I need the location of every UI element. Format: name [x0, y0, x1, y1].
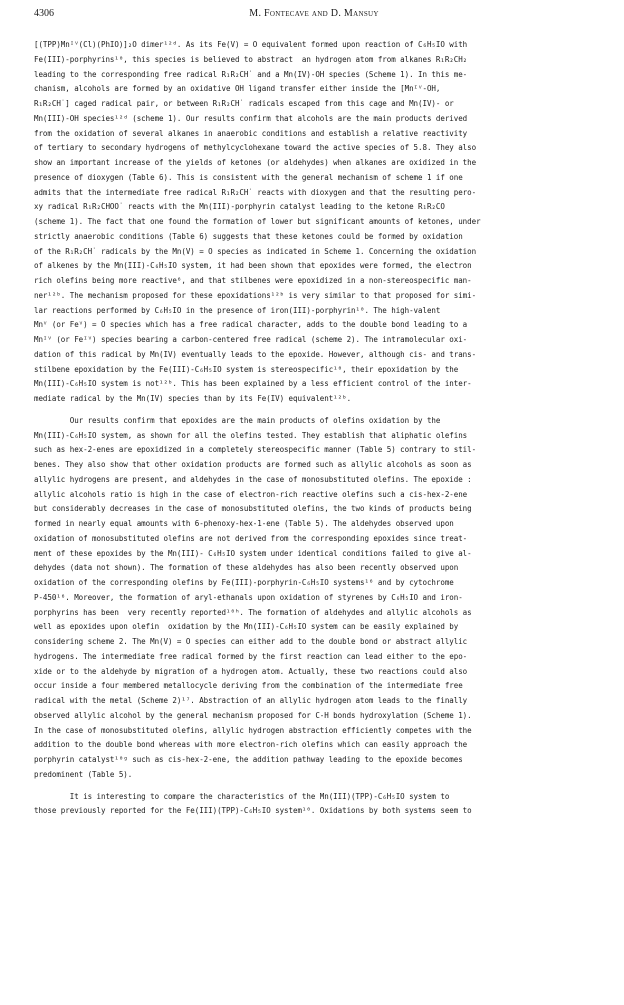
paragraph: [34, 414, 602, 783]
text-line: ment of these epoxides by the Mn(III)- C₆H₅IO system under identical conditions failed to give al-: [34, 548, 472, 558]
text-line: well as epoxides upon olefin oxidation by the Mn(III)-C₆H₅IO system can be easily explained by: [34, 622, 459, 632]
text-line: but considerably decreases in the case of monosubstituted olefins, the two kinds of products being: [34, 504, 472, 514]
text-line: oxidation of monosubstituted olefins are not derived from the corresponding epoxides since treat-: [34, 533, 468, 543]
text-line: considering scheme 2. The Mn(V) = O species can either add to the double bond or abstract allylic: [34, 637, 468, 646]
text-line: R₁R₂CH˙] caged radical pair, or between R₁R₂CH˙ radicals escaped from this cage and Mn(IV)- or: [34, 99, 454, 108]
text-line: presence of dioxygen (Table 6). This is consistent with the general mechanism of scheme 1 if one: [34, 172, 463, 182]
text-line: Mnⱽ (or Feⱽ) = O species which has a free radical character, adds to the double bond leading to a: [34, 320, 468, 330]
paragraph: [34, 38, 602, 407]
text-line: Fe(III)-porphyrins¹⁰, this species is believed to abstract an hydrogen atom from alkanes R₁R₂CH₂: [34, 54, 468, 64]
article-body: [34, 38, 602, 819]
text-line: P-450¹⁶. Moreover, the formation of aryl-ethanals upon oxidation of styrenes by C₆H₅IO and iron-: [34, 592, 463, 602]
text-line: of alkenes by the Mn(III)-C₆H₅IO system, it had been shown that epoxides were formed, the electron: [34, 261, 472, 271]
paragraph-gap: [34, 783, 602, 790]
text-line: lar reactions performed by C₆H₅IO in the presence of iron(III)-porphyrin¹⁰. The high-valent: [34, 305, 441, 315]
text-line: leading to the corresponding free radical R₁R₂CH˙ and a Mn(IV)-OH species (Scheme 1). In this me-: [34, 69, 468, 79]
text-line: dation of this radical by Mn(IV) eventually leads to the epoxide. However, although cis- and trans-: [34, 349, 477, 359]
text-line: stilbene epoxidation by the Fe(III)-C₆H₅IO system is stereospecific¹⁰, their epoxidation by the: [34, 364, 459, 374]
text-line: such as hex-2-enes are epoxidized in a completely stereospecific manner (Table 5) contrary to stil-: [34, 445, 477, 455]
text-line: In the case of monosubstituted olefins, allylic hydrogen abstraction efficiently competes with the: [34, 725, 472, 735]
text-line: Mnᴵⱽ (or Feᴵⱽ) species bearing a carbon-centered free radical (scheme 2). The intramolecular oxi-: [34, 335, 468, 344]
running-title: M. Fontecave and D. Mansuy: [249, 8, 379, 19]
text-line: those previously reported for the Fe(III)(TPP)-C₆H₅IO system¹⁰. Oxidations by both systems seem to: [34, 806, 472, 816]
text-line: show an important increase of the yields of ketones (or aldehydes) when alkanes are oxidized in the: [34, 158, 477, 167]
text-line: [(TPP)Mnᴵⱽ(Cl)(PhIO)]₂O dimer¹²ᵈ. As its Fe(V) = O equivalent formed upon reaction of C₆H₅IO with: [34, 40, 468, 49]
text-line: rich olefins being more reactive⁶, and that stilbenes were epoxidized in a non-stereospecific man-: [34, 276, 472, 285]
text-line: of the R₁R₂CH˙ radicals by the Mn(V) = O species as indicated in Scheme 1. Concerning the oxidation: [34, 246, 477, 256]
text-line: chanism, alcohols are formed by an oxidative OH ligand transfer either inside the [Mnᴵⱽ-OH,: [34, 84, 441, 94]
text-line: Our results confirm that epoxides are the main products of olefins oxidation by the: [34, 415, 441, 425]
text-line: ner¹²ᵇ. The mechanism proposed for these epoxidations¹²ᵇ is very similar to that proposed for simi-: [34, 290, 477, 300]
text-line: occur inside a four membered metallocycle deriving from the combination of the intermediate free: [34, 681, 463, 691]
text-line: oxidation of the corresponding olefins by Fe(III)-porphyrin-C₆H₅IO systems¹⁶ and by cytochrome: [34, 578, 454, 587]
text-line: Mn(III)-C₆H₅IO system is not¹²ᵇ. This has been explained by a less efficient control of the inter-: [34, 379, 472, 389]
text-line: formed in nearly equal amounts with 6-phenoxy-hex-1-ene (Table 5). The aldehydes observed upon: [34, 519, 454, 528]
text-line: allylic alcohols ratio is high in the case of electron-rich reactive olefins such a cis-hex-2-ene: [34, 489, 468, 499]
text-line: of tertiary to secondary hydrogens of methylcyclohexane toward the active species of 5.8. They also: [34, 143, 477, 153]
paragraph-gap: [34, 407, 602, 414]
text-line: admits that the intermediate free radical R₁R₂CH˙ reacts with dioxygen and that the resulting pero-: [34, 187, 477, 197]
text-line: observed allylic alcohol by the general mechanism proposed for C-H bonds hydroxylation (Scheme 1).: [34, 710, 472, 720]
text-line: from the oxidation of several alkanes in anaerobic conditions and establish a relative reactivity: [34, 128, 468, 138]
text-line: porphyrins has been very recently reported¹⁰ʰ. The formation of aldehydes and allylic alcohols as: [34, 607, 472, 617]
text-line: hydrogens. The intermediate free radical formed by the first reaction can lead either to the epo-: [34, 651, 468, 661]
text-line: porphyrin catalyst¹⁰ᵍ such as cis-hex-2-ene, the addition pathway leading to the epoxide becomes: [34, 755, 463, 764]
text-line: radical with the metal (Scheme 2)¹⁷. Abstraction of an allylic hydrogen atom leads to the finally: [34, 696, 468, 705]
text-line: It is interesting to compare the characteristics of the Mn(III)(TPP)-C₆H₅IO system to: [34, 791, 450, 801]
text-line: (scheme 1). The fact that one found the formation of lower but significant amounts of ketones, under: [34, 217, 481, 226]
page-number: 4306: [34, 8, 54, 19]
paragraph: [34, 790, 602, 820]
text-line: xide or to the aldehyde by migration of a hydrogen atom. Actually, these two reactions could also: [34, 666, 468, 676]
text-line: dehydes (data not shown). The formation of these aldehydes has also been recently observed upon: [34, 563, 459, 573]
text-line: Mn(III)-C₆H₅IO system, as shown for all the olefins tested. They establish that aliphatic olefins: [34, 430, 468, 440]
text-line: strictly anaerobic conditions (Table 6) suggests that these ketones could be formed by oxidation: [34, 231, 463, 241]
text-line: allylic hydrogens are present, and aldehydes in the case of monosubstituted olefins. The epoxide :: [34, 474, 472, 484]
text-line: Mn(III)-OH species¹²ᵈ (scheme 1). Our results confirm that alcohols are the main products derived: [34, 113, 468, 123]
text-line: xy radical R₁R₂CHOO˙ reacts with the Mn(III)-porphyrin catalyst leading to the ketone R₁R₂CO: [34, 202, 445, 212]
text-line: mediate radical by the Mn(IV) species than by its Fe(IV) equivalent¹²ᵇ.: [34, 394, 352, 403]
text-line: benes. They also show that other oxidation products are formed such as allylic alcohols as soon as: [34, 460, 472, 469]
page-header: [34, 8, 594, 24]
text-line: addition to the double bond whereas with more electron-rich olefins which can easily approach the: [34, 740, 468, 750]
text-line: predominent (Table 5).: [34, 769, 133, 779]
